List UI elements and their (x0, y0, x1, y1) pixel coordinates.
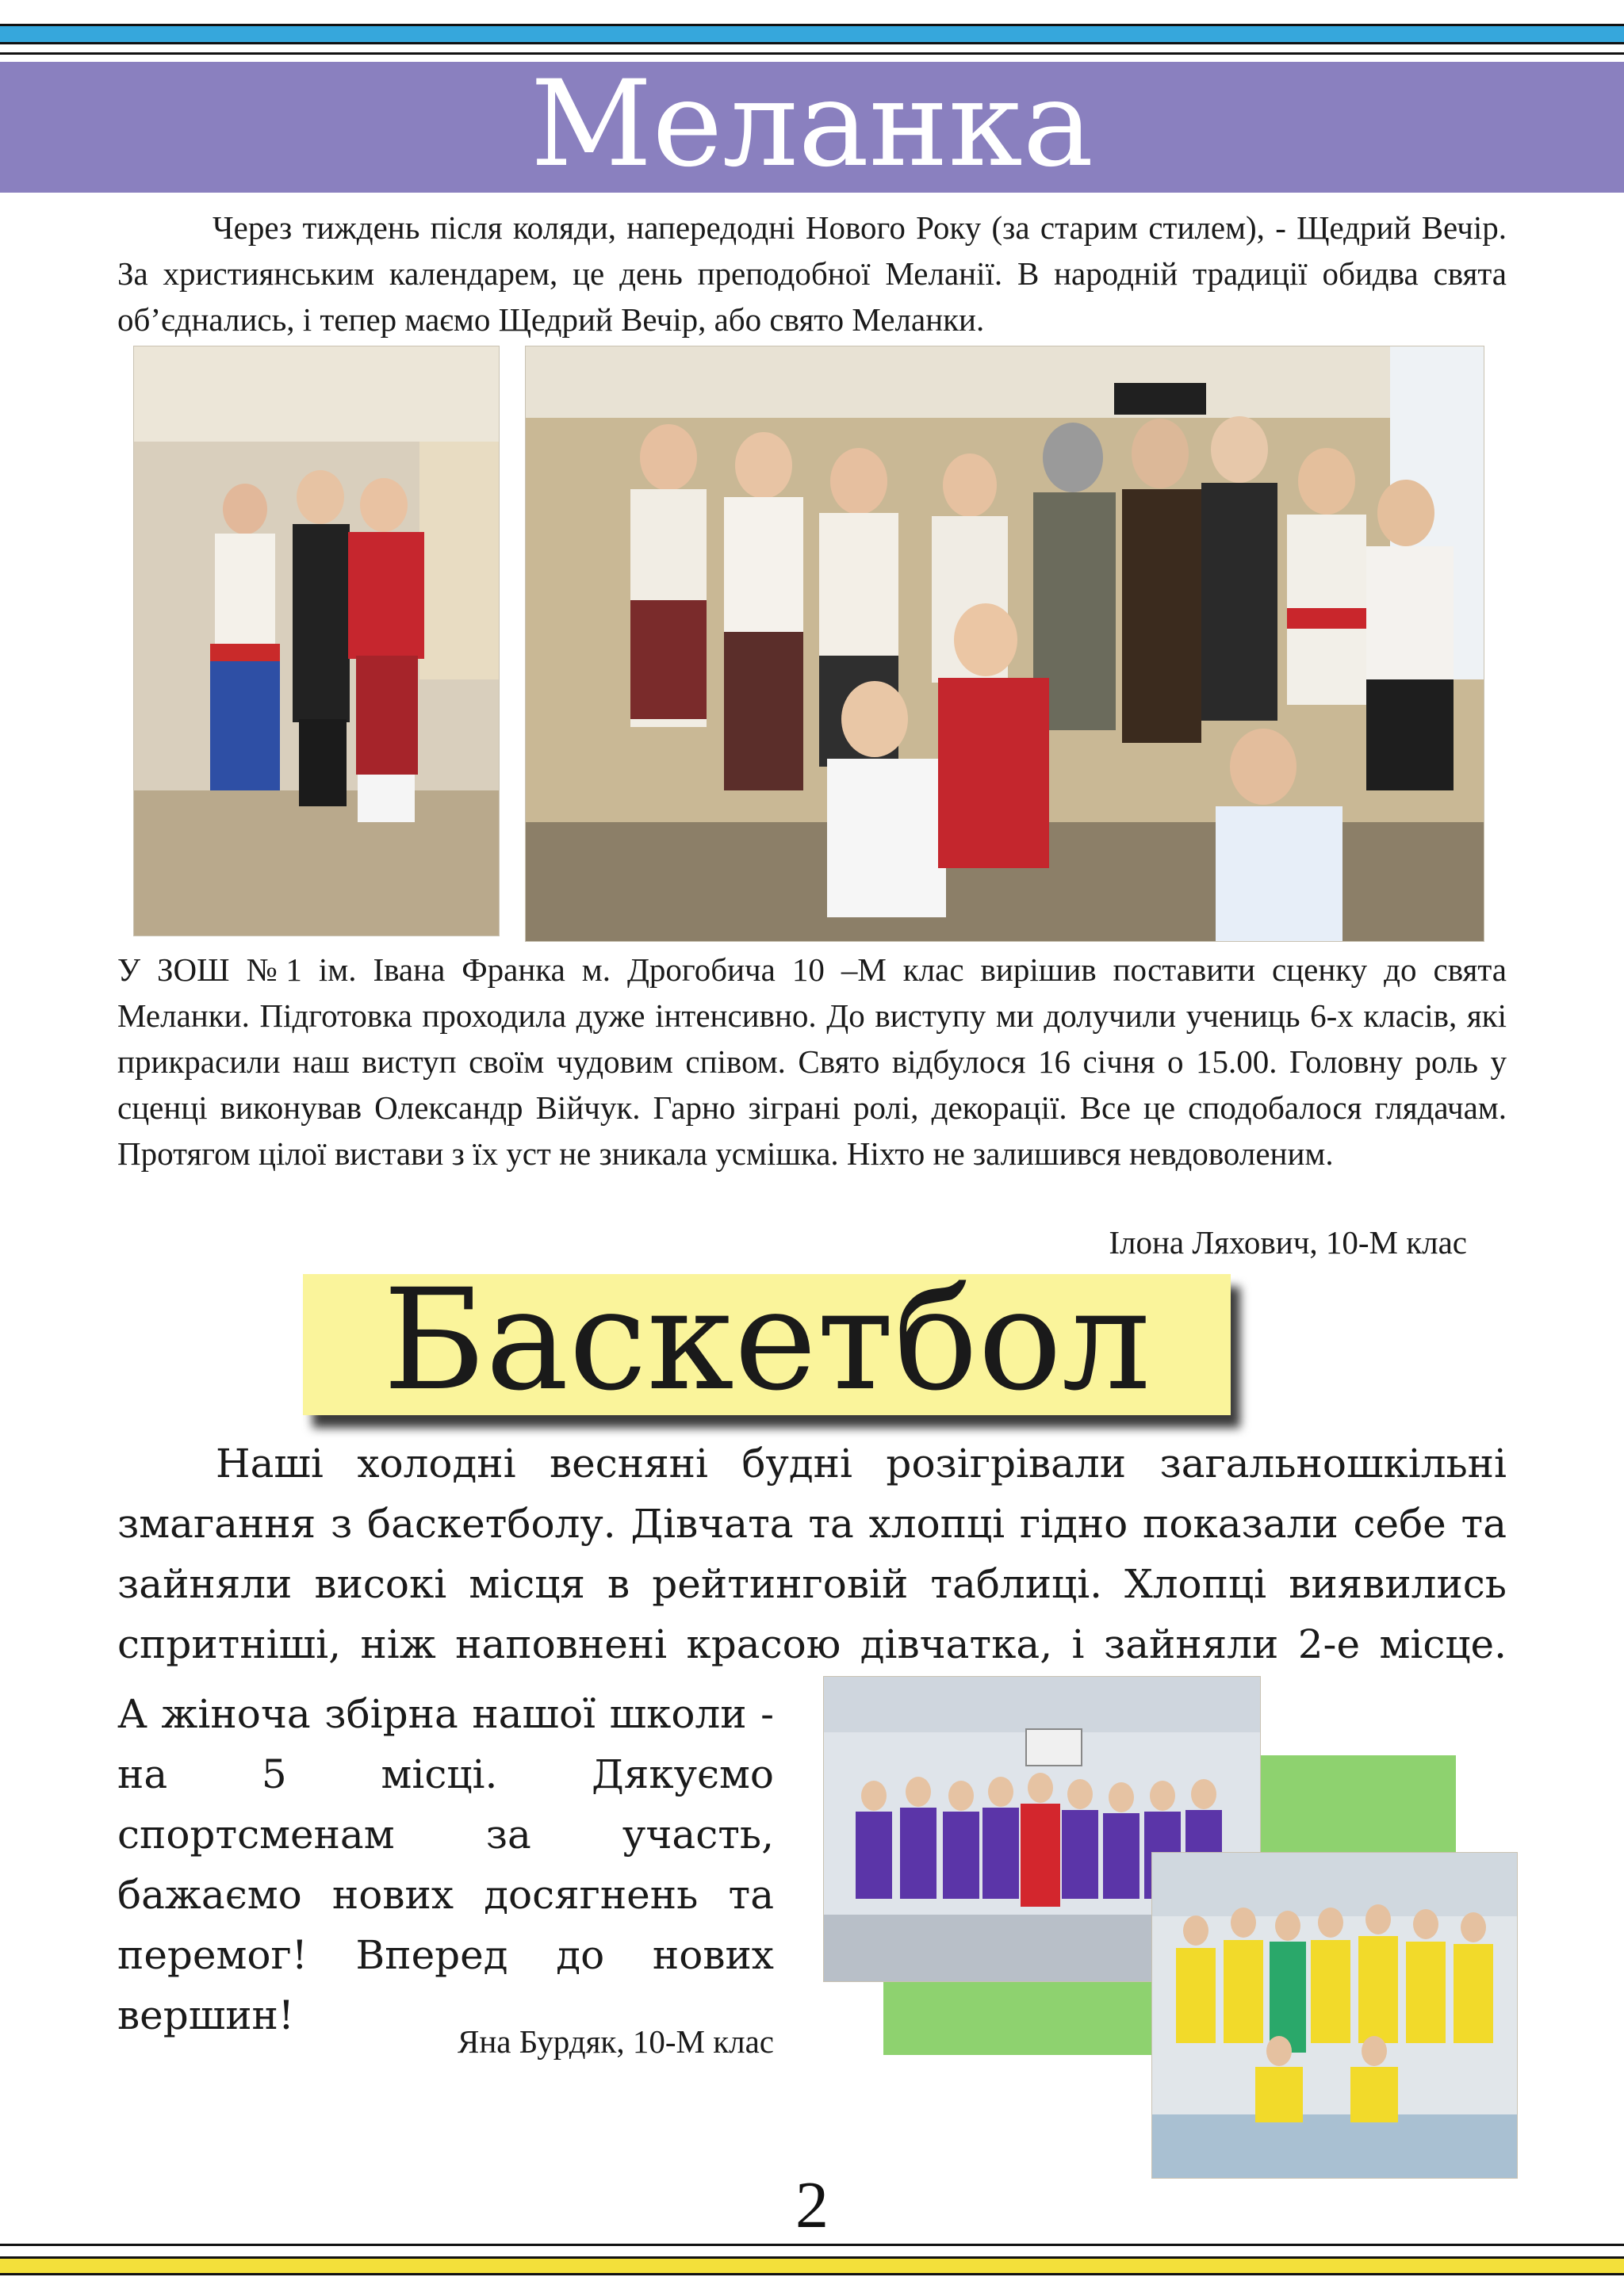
bottom-thin-line (0, 2244, 1624, 2246)
melanka-header-bar (0, 55, 1624, 193)
top-blue-stripe (0, 24, 1624, 44)
basketball-header-box (303, 1259, 1231, 1422)
melanka-title: Меланка (530, 55, 1094, 193)
melanka-intro-paragraph: Через тиждень після коляди, напередодні Нового Року (за старим стилем), - Щедрий Вечір. За християнським календарем, це день преподобної Меланії. В народній традиції обидва свята об’єднались, і тепер маємо Щедрий Вечір, або свято Меланки. (117, 209, 1507, 338)
basketball-paragraph-continued: А жіноча збірна нашої школи - на 5 місці. Дякуємо спортсменам за участь, бажаємо нових досягнень та перемог! Вперед до нових вершин! (117, 1691, 774, 2038)
basketball-paragraph: Наші холодні весняні будні розігрівали загальношкільні змагання з баскетболу. Дівчата та хлопці гідно показали себе та зайняли високі місця в рейтинговій таблиці. Хлопці виявились спритніші, ніж наповнені красою дівчатка, і зайняли 2-е місце. (117, 1441, 1507, 1667)
bottom-yellow-stripe (0, 2256, 1624, 2275)
melanka-author: Ілона Ляхович, 10-М клас (1109, 1224, 1467, 1261)
top-thin-line (0, 52, 1624, 55)
basketball-title: Баскетбол (382, 1259, 1151, 1422)
basketball-photo-boys (1151, 1852, 1518, 2179)
melanka-photo-small (133, 346, 500, 936)
melanka-story-paragraph: У ЗОШ №1 ім. Івана Франка м. Дрогобича 10 –М клас вирішив поставити сценку до свята Меланки. Підготовка проходила дуже інтенсивно. До виступу ми долучили учениць 6-х класів, які прикрасили наш виступ своїм чудовим співом. Свято відбулося 16 січня о 15.00. Головну роль у сценці виконував Олександр Війчук. Гарно зіграні ролі, декорації. Все це сподобалося глядачам. Протягом цілої вистави з їх уст не зникала усмішка. Ніхто не залишився невдоволеним. (117, 951, 1507, 1172)
melanka-photo-group (525, 346, 1484, 942)
basketball-author: Яна Бурдяк, 10-М клас (458, 2023, 774, 2060)
page-number: 2 (795, 2168, 829, 2242)
